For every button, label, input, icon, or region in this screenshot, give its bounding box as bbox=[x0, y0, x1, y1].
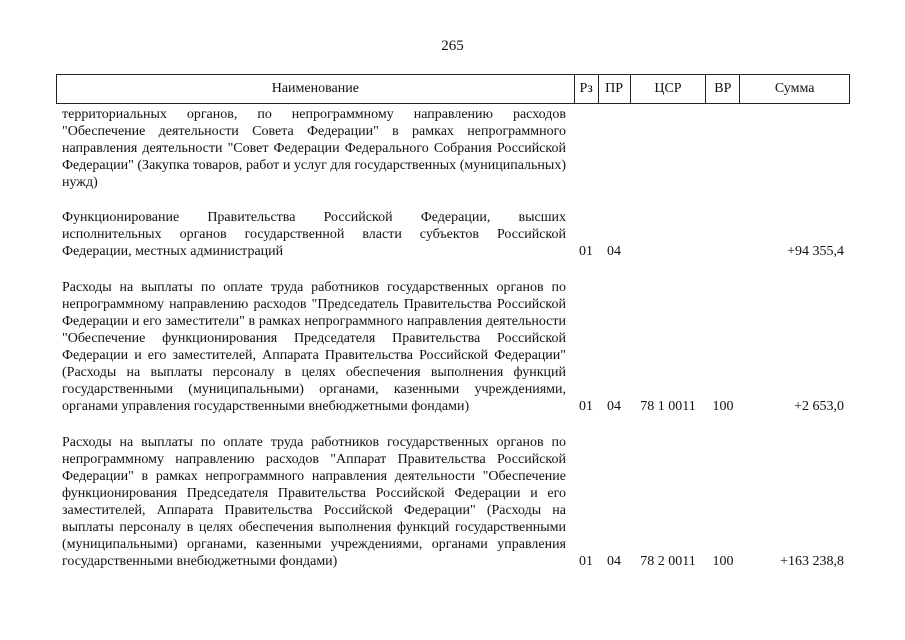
row-name: Функционирование Правительства Российской Федерации, высших исполнительных органов государственной власти субъектов Российской Федерации, местных администраций bbox=[62, 210, 566, 259]
header-rz: Рз bbox=[574, 75, 598, 103]
row-pr: 04 bbox=[607, 554, 621, 569]
row-sum: +94 355,4 bbox=[787, 244, 844, 259]
row-csr: 78 1 0011 bbox=[640, 399, 696, 414]
row-sum: +163 238,8 bbox=[780, 554, 844, 569]
header-vr: ВР bbox=[705, 75, 739, 103]
row-csr: 78 2 0011 bbox=[640, 554, 696, 569]
header-csr: ЦСР bbox=[630, 75, 706, 103]
header-name: Наименование bbox=[271, 81, 359, 96]
row-sum: +2 653,0 bbox=[794, 399, 844, 414]
row-rz: 01 bbox=[579, 244, 593, 259]
table-header bbox=[56, 74, 850, 104]
row-name: Расходы на выплаты по оплате труда работников государственных органов по непрограммному направлению расходов "Председатель Правительства Российской Федерации и его заместители" в рамках непрограммного направления деятельности "Обеспечение функционирования Председателя Правительства Российской Федерации и его заместителей, Аппарата Правительства Российской Федерации" (Расходы на выплаты персоналу в целях обеспечения выполнения функций государственными (муниципальными) органами, казенными учреждениями, органами управления государственными внебюджетными фондами) bbox=[62, 280, 566, 414]
header-sum: Сумма bbox=[739, 75, 849, 103]
table-row bbox=[56, 106, 850, 191]
row-pr: 04 bbox=[607, 399, 621, 414]
row-vr: 100 bbox=[712, 554, 734, 569]
header-pr: ПР bbox=[598, 75, 630, 103]
row-pr: 04 bbox=[607, 244, 621, 259]
table-row bbox=[56, 279, 850, 415]
row-rz: 01 bbox=[579, 554, 593, 569]
row-name: Расходы на выплаты по оплате труда работников государственных органов по непрограммному направлению расходов "Аппарат Правительства Российской Федерации" в рамках непрограммного направления деятельности "Обеспечение функционирования Председателя Правительства Российской Федерации и его заместителей, Аппарата Правительства Российской Федерации" (Расходы на выплаты персоналу в целях обеспечения выполнения функций государственными (муниципальными) органами, казенными учреждениями, органами управления государственными внебюджетными фондами) bbox=[62, 435, 566, 569]
page-number: 265 bbox=[441, 38, 464, 54]
table-row bbox=[56, 434, 850, 570]
table-row bbox=[56, 209, 850, 260]
row-vr: 100 bbox=[712, 399, 734, 414]
table-body bbox=[56, 104, 850, 570]
row-rz: 01 bbox=[579, 399, 593, 414]
row-name: территориальных органов, по непрограммному направлению расходов "Обеспечение деятельности Совета Федерации" в рамках непрограммного направления деятельности "Совет Федерации Федерального Собрания Российской Федерации" (Закупка товаров, работ и услуг для государственных (муниципальных) нужд) bbox=[62, 107, 566, 190]
